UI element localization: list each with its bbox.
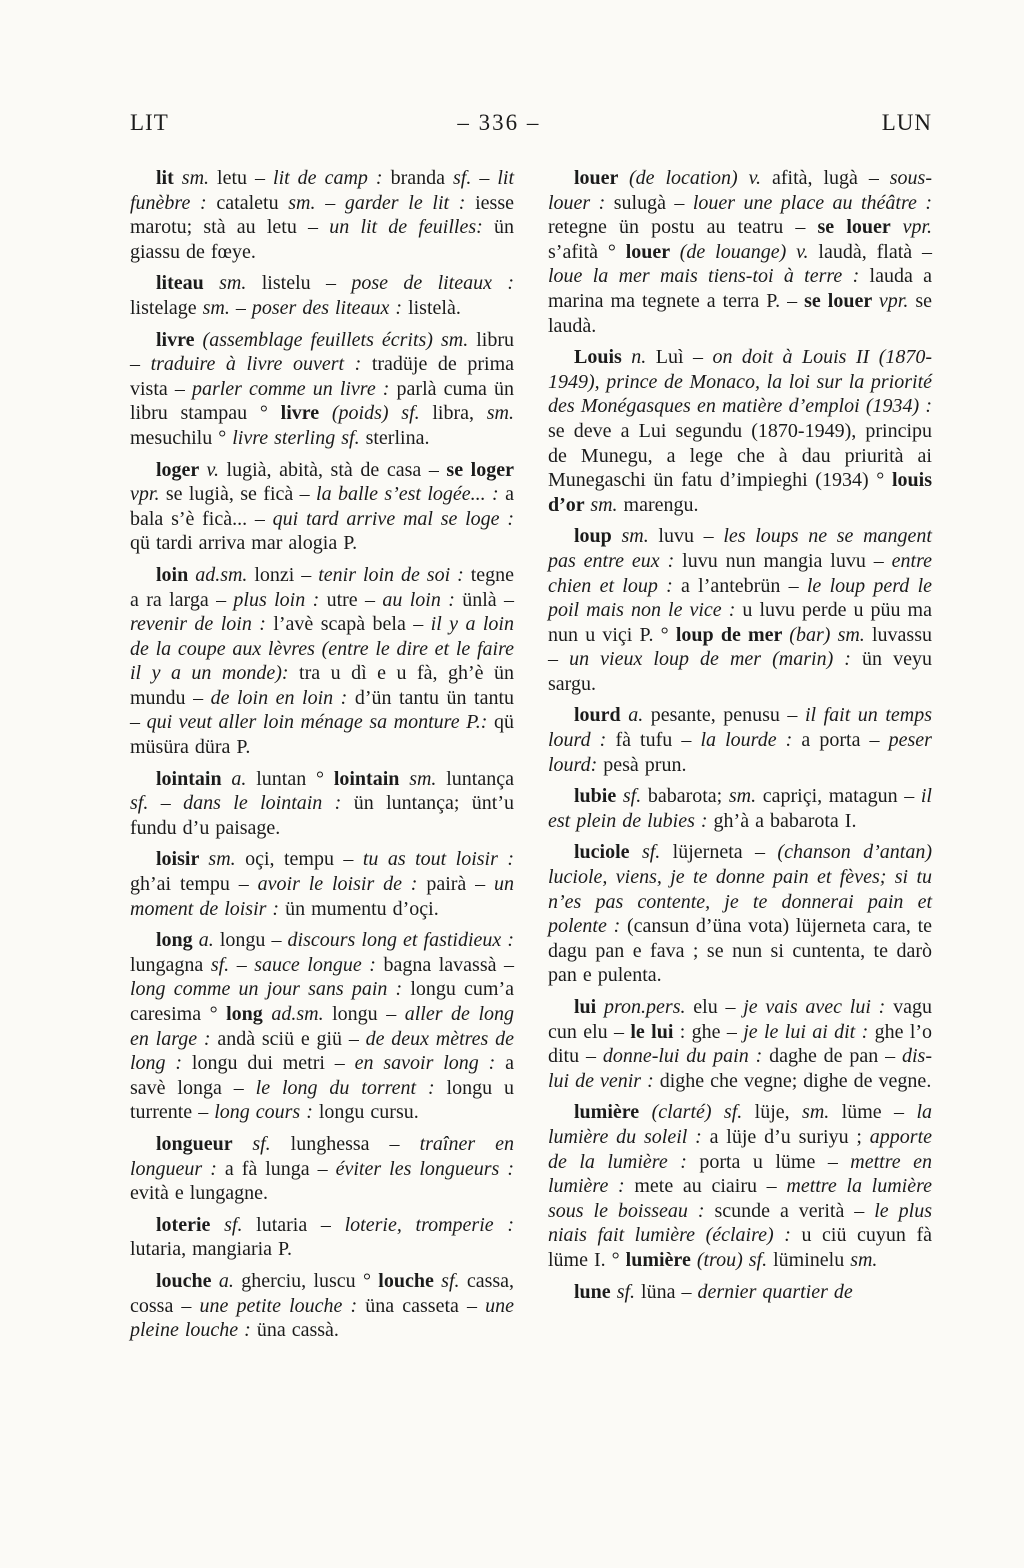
entry-long-segment: long cours : (214, 1101, 319, 1124)
entry-louer-segment: se louer (817, 216, 903, 239)
entry-loterie (130, 1213, 514, 1262)
entry-louer-segment: se laudà. (548, 289, 933, 337)
text-columns (130, 166, 932, 1350)
entry-lui-segment: dis-lui de venir : (548, 1045, 932, 1092)
entry-loger-segment: loger (156, 458, 207, 481)
entry-lointain-segment: sm. (409, 767, 447, 790)
entry-lui-segment: pron.pers. (604, 996, 694, 1018)
entry-louche-segment: üna cassà. (256, 1319, 339, 1342)
entry-louche-segment: üna casseta – (365, 1294, 486, 1317)
entry-long-segment: discours long et fastidieux : (287, 929, 515, 952)
right-column (548, 166, 932, 1350)
entry-loisir-segment: sm. (208, 848, 246, 871)
entry-lourd (548, 703, 932, 777)
entry-long-segment: a savè longa – (130, 1052, 515, 1099)
entry-louer-segment: vpr. (902, 216, 933, 239)
entry-liteau-segment: listelà. (408, 296, 461, 319)
entry-lui-segment: elu – (693, 996, 744, 1018)
entry-lointain-segment: a. (231, 767, 257, 790)
entry-louer-segment: (de louange) v. (679, 240, 819, 263)
entry-loup-segment: sm. (621, 525, 659, 548)
entry-livre-segment: mesuchilu ° (130, 426, 233, 449)
entry-loup-segment: entre chien et loup : (548, 549, 932, 597)
entry-loin-segment: utre – (326, 588, 383, 611)
entry-loterie-segment: loterie (156, 1213, 225, 1236)
entry-loisir-segment: avoir le loisir de : (257, 873, 427, 896)
entry-louer-segment: louer (625, 240, 680, 263)
entry-lointain-segment: luntan ° (256, 767, 334, 790)
entry-louis-segment: sm. (590, 493, 624, 516)
entry-lui-segment: : ghe – (673, 1020, 744, 1043)
entry-lui (548, 995, 932, 1093)
entry-luciole-segment: lüjerneta – (672, 841, 778, 864)
entry-luciole-segment: sf. (641, 841, 673, 864)
entry-liteau-segment: listelu – (261, 272, 352, 295)
entry-lumiere-segment: la lumière du soleil : (548, 1101, 933, 1148)
entry-lumiere (548, 1100, 932, 1272)
entry-lumiere-segment: mete au ciairu – (634, 1175, 787, 1198)
entry-lui-segment: donne-lui du pain : (602, 1045, 770, 1068)
entry-livre-segment: sterlina. (365, 426, 430, 449)
entry-lit-segment: – (479, 167, 498, 189)
entry-longueur (130, 1132, 514, 1206)
entry-louis-segment: Luì – (655, 346, 713, 369)
entry-long-segment: aller de long en large : (130, 1003, 514, 1050)
entry-lumiere-segment: a lüje d’u suriyu ; (709, 1125, 870, 1148)
entry-longueur-segment: evità e lungagne. (130, 1182, 269, 1205)
entry-loin (130, 563, 514, 760)
entry-lointain-segment: – (160, 792, 184, 815)
entry-loup-segment: (bar) sm. (789, 623, 872, 646)
entry-luciole-segment: luciole (574, 841, 642, 864)
entry-longueur-segment: éviter les longueurs : (335, 1157, 514, 1180)
entry-lointain-segment: dans le lointain : (183, 792, 354, 815)
entry-lit (130, 166, 514, 264)
entry-louche-segment: une pleine louche : (130, 1294, 514, 1342)
entry-lourd-segment: lourd (574, 704, 629, 727)
entry-loger-segment: se loger (446, 458, 514, 481)
page-number: – 336 – (457, 110, 541, 135)
entry-loin-segment: il y a loin de la coupe aux lèvres (entre le dire et le faire il y a un monde): (130, 613, 514, 685)
entry-louis (548, 345, 932, 517)
entry-livre-segment: tradüje de prima vista – (130, 353, 514, 400)
entry-lune-segment: lune (574, 1280, 617, 1303)
entry-long-segment: longu – (219, 929, 288, 952)
entry-lumiere-segment: mettre en lumière : (548, 1150, 932, 1198)
entry-louer-segment: loue la mer mais tiens-toi à terre : (548, 265, 870, 288)
entry-long-segment: long (226, 1003, 272, 1025)
entry-loup-segment: a l’antebrün – (681, 574, 807, 597)
entry-lumiere-segment: scunde a verità – (714, 1199, 875, 1222)
entry-long-segment: longu dui metri – (191, 1052, 355, 1075)
entry-loin-segment: au loin : (382, 588, 463, 611)
entry-lourd-segment: peser lourd: (548, 729, 932, 776)
entry-livre-segment: livre (280, 402, 332, 425)
entry-long-segment: bagna lavassà – (383, 953, 515, 976)
entry-lubie-segment: babarota; (647, 785, 729, 808)
entry-loisir (130, 847, 514, 921)
entry-loin-segment: ünlà – (462, 588, 515, 611)
entry-livre-segment: traduire à livre ouvert : (150, 353, 372, 376)
entry-loup-segment: u luvu perde u püu ma nun u viçi P. ° (548, 599, 932, 646)
entry-louche (130, 1269, 514, 1343)
entry-loin-segment: qü müsüra düra P. (130, 711, 514, 759)
entry-longueur-segment: traîner en longueur : (130, 1132, 514, 1180)
guide-word-left: LIT (130, 110, 169, 135)
entry-long (130, 928, 514, 1125)
entry-louche-segment: sf. (441, 1269, 467, 1292)
entry-long-segment: de deux mètres de long : (130, 1027, 514, 1075)
entry-liteau-segment: listelage (130, 296, 203, 319)
entry-louis-segment: Louis (574, 346, 632, 369)
entry-long-segment: longu cum’a caresima ° (130, 978, 514, 1025)
entry-loterie-segment: lutaria – (256, 1213, 345, 1236)
entry-livre-segment: livre sterling sf. (232, 426, 366, 449)
entry-livre-segment: libru – (130, 328, 514, 376)
entry-loisir-segment: tu as tout loisir : (362, 848, 514, 871)
entry-loger-segment: qü tardi arriva mar alogia P. (130, 532, 358, 555)
entry-long-segment: ad.sm. (271, 1003, 333, 1025)
entry-long-segment: long comme un jour sans pain : (130, 978, 411, 1001)
entry-long-segment: sauce longue : (254, 953, 384, 976)
entry-lui-segment: vagu cun elu – (548, 996, 932, 1043)
entry-louis-segment: n. (631, 346, 656, 369)
entry-lourd-segment: a porta – (801, 729, 889, 752)
entry-loup-segment: le loup perd le poil mais non le vice : (548, 574, 932, 622)
entry-livre-segment: parler comme un livre : (191, 377, 397, 400)
entry-lourd-segment: la lourde : (700, 729, 802, 752)
entry-liteau-segment: sm. (219, 272, 262, 295)
entry-loup-segment: loup de mer (675, 623, 790, 646)
entry-long-segment: – (236, 953, 255, 976)
entry-lointain (130, 767, 514, 841)
entry-long-segment: lungagna (130, 953, 211, 976)
entry-lumiere-segment: (trou) sf. (696, 1248, 774, 1271)
entry-loin-segment: de loin en loin : (210, 686, 355, 709)
entry-lune-segment: lüna – (641, 1280, 698, 1303)
entry-louer-segment: sulugà – (613, 191, 693, 214)
entry-long-segment: a. (198, 929, 220, 952)
entry-longueur-segment: sf. (252, 1132, 291, 1155)
entry-liteau (130, 271, 514, 320)
entry-lumiere-segment: le plus niais fait lumière (éclaire) : (548, 1199, 932, 1247)
entry-loisir-segment: un moment de loisir : (130, 873, 514, 920)
entry-lit-segment: lit de camp : (273, 167, 391, 189)
entry-lointain-segment: ün luntança; ünt’u fundu d’u paisage. (130, 792, 515, 839)
entry-lit-segment: ün giassu de fœye. (130, 216, 514, 263)
entry-lui-segment: ghe l’o ditu – (548, 1020, 933, 1068)
entry-lumiere-segment: sm. (802, 1101, 842, 1124)
entry-lumiere-segment: apporte de la lumière : (548, 1125, 932, 1173)
entry-lourd-segment: a. (628, 704, 651, 727)
entry-lointain-segment: lointain (156, 767, 232, 790)
entry-louche-segment: louche (378, 1269, 442, 1292)
entry-lubie-segment: capriçi, matagun – (762, 785, 921, 808)
entry-loin-segment: tegne a ra larga – (130, 563, 514, 611)
entry-loin-segment: l’avè scapà bela – (273, 613, 431, 636)
entry-lubie-segment: gh’à a babarota I. (713, 809, 857, 832)
entry-loger-segment: se lugià, se ficà – (165, 483, 317, 506)
entry-lune-segment: dernier quartier de (697, 1280, 853, 1303)
entry-lourd-segment: pesante, penusu – (650, 704, 805, 727)
entry-loger-segment: qui tard arrive mal se loge : (272, 507, 514, 530)
left-column (130, 166, 514, 1350)
entry-lui-segment: daghe de pan – (769, 1045, 902, 1068)
entry-louche-segment: louche (156, 1269, 219, 1292)
entry-luciole (548, 840, 932, 988)
entry-lubie-segment: sf. (622, 785, 648, 808)
entry-liteau-segment: sm. (202, 296, 236, 319)
page-header (130, 110, 932, 136)
entry-long-segment: le long du torrent : (255, 1076, 447, 1099)
entry-loup-segment: luvu – (658, 525, 724, 548)
entry-loisir-segment: loisir (156, 848, 209, 871)
entry-lubie (548, 784, 932, 833)
entry-loger-segment: lugià, abità, stà de casa – (226, 458, 447, 481)
entry-lit-segment: cataletu (216, 191, 289, 214)
entry-loin-segment: tra u dì e u fà, gh’è ün mundu – (130, 662, 514, 709)
entry-loisir-segment: pairà – (426, 873, 494, 896)
entry-lune (548, 1280, 932, 1305)
entry-livre (130, 328, 514, 451)
entry-livre-segment: sm. (486, 402, 514, 425)
entry-louche-segment: a. (218, 1269, 242, 1292)
entry-louer-segment: sous-louer : (548, 167, 932, 214)
entry-loger-segment: la balle s’est logée... : (316, 483, 506, 506)
entry-lointain-segment: sf. (130, 792, 161, 815)
entry-loger-segment: v. (206, 458, 227, 481)
entry-lui-segment: dighe che vegne; dighe de vegne. (659, 1069, 932, 1092)
entry-lit-segment: sm. (288, 191, 326, 214)
entry-louer-segment: s’afità ° (548, 240, 626, 263)
entry-loin-segment: plus loin : (233, 588, 327, 611)
guide-word-right: LUN (881, 110, 932, 135)
entry-loisir-segment: oçi, tempu – (245, 848, 363, 871)
entry-lumiere-segment: lumière (625, 1248, 697, 1271)
entry-loterie-segment: loterie, tromperie : (344, 1213, 514, 1236)
entry-lui-segment: je vais avec lui : (743, 996, 894, 1018)
entry-livre-segment: (assemblage feuillets écrits) sm. (202, 328, 477, 351)
entry-lumiere-segment: lüje, (754, 1101, 803, 1124)
entry-long-segment: longu cursu. (318, 1101, 419, 1124)
entry-longueur-segment: a fà lunga – (224, 1157, 336, 1180)
entry-lit-segment: – (325, 191, 345, 214)
entry-loup-segment: luvu nun mangia luvu – (682, 549, 892, 572)
entry-lubie-segment: lubie (574, 785, 623, 808)
entry-louis-segment: on doit à Louis II (1870-1949), prince de Monaco, la loi sur la priorité des Monégasques en matière d’emploi (1934) : (548, 346, 933, 418)
entry-long-segment: sf. (210, 953, 237, 976)
entry-loup-segment: luvassu – (548, 623, 932, 671)
entry-loin-segment: revenir de loin : (130, 613, 274, 636)
entry-louer-segment: (de location) v. (629, 167, 772, 189)
entry-lourd-segment: pesà prun. (603, 753, 687, 776)
entry-loin-segment: loin (156, 563, 196, 586)
entry-livre-segment: parlà cuma ün libru stampau ° (130, 377, 514, 425)
entry-loin-segment: d’ün tantu ün tantu – (130, 686, 514, 734)
entry-livre-segment: livre (156, 328, 203, 351)
entry-loterie-segment: lutaria, mangiaria P. (130, 1238, 292, 1261)
entry-loup-segment: loup (574, 525, 622, 548)
entry-long-segment: en savoir long : (354, 1052, 506, 1075)
entry-louis-segment: louis d’or (548, 469, 932, 516)
entry-loup-segment: ün veyu sargu. (548, 648, 932, 695)
entry-lit-segment: lit funèbre : (130, 167, 515, 214)
entry-louche-segment: une petite louche : (199, 1294, 366, 1317)
entry-lourd-segment: il fait un temps lourd : (548, 704, 932, 752)
entry-livre-segment: libra, (432, 402, 487, 425)
entry-long-segment: andà sciü e giü – (217, 1027, 366, 1050)
entry-lubie-segment: sm. (728, 785, 763, 808)
entry-lui-segment: je le lui ai dit : (743, 1020, 875, 1043)
entry-lumiere-segment: lüme – (841, 1101, 917, 1124)
entry-liteau-segment: – (235, 296, 252, 319)
entry-long-segment: longu u turrente – (130, 1076, 514, 1124)
entry-louer-segment: retegne ün postu au teatru – (548, 216, 818, 239)
entry-loin-segment: lonzi – (254, 563, 319, 586)
entry-loger (130, 458, 514, 556)
entry-loisir-segment: ün mumentu d’oçi. (285, 897, 439, 920)
entry-loin-segment: qui veut aller loin ménage sa monture P.: (146, 711, 494, 734)
entry-lointain-segment: lointain (333, 767, 410, 790)
entry-lit-segment: iesse marotu; stà au letu – (130, 191, 515, 239)
entry-lui-segment: le lui (630, 1020, 674, 1043)
entry-lumiere-segment: porta u lüme – (699, 1150, 851, 1173)
entry-loin-segment: tenir loin de soi : (318, 563, 471, 586)
entry-lit-segment: un lit de feuilles: (329, 216, 494, 239)
entry-lune-segment: sf. (616, 1280, 642, 1303)
entry-lumiere-segment: sm. (850, 1248, 878, 1271)
entry-long-segment: long (156, 929, 199, 952)
entry-long-segment: longu – (332, 1003, 405, 1025)
entry-lit-segment: sm. (181, 167, 218, 189)
entry-louer-segment: louer (574, 167, 630, 189)
entry-louer-segment: lauda a marina ma tegnete a terra P. – (548, 265, 933, 312)
entry-lumiere-segment: mettre la lumière sous le boisseau : (548, 1175, 932, 1222)
entry-louis-segment: marengu. (623, 493, 699, 516)
entry-luciole-segment: (chanson d’antan) luciole, viens, je te donne pain et fèves; si tu n’es pas contente, je te donnerai pain et polente : (548, 841, 933, 938)
entry-lit-segment: letu – (217, 167, 274, 189)
entry-louer-segment: se louer (804, 289, 879, 312)
entry-lointain-segment: luntança (446, 767, 514, 790)
entry-louer-segment: laudà, flatà – (818, 240, 933, 263)
entry-lumiere-segment: (clarté) sf. (651, 1101, 755, 1124)
entry-lubie-segment: il est plein de lubies : (548, 785, 932, 832)
entry-louer-segment: afità, lugà – (771, 167, 890, 189)
entry-lourd-segment: fà tufu – (615, 729, 701, 752)
entry-longueur-segment: longueur (156, 1132, 253, 1155)
entry-lit-segment: branda (390, 167, 453, 189)
entry-loisir-segment: gh’ai tempu – (130, 873, 258, 896)
entry-loger-segment: a bala s’è ficà... – (130, 483, 514, 530)
entry-loup-segment: un vieux loup de mer (marin) : (569, 648, 863, 671)
entry-louer (548, 166, 932, 338)
entry-luciole-segment: (cansun d’üna vota) lüjerneta cara, te dagu pan e fava ; se nun si cuntenta, te darò pan e pulenta. (548, 915, 933, 987)
entry-liteau-segment: pose de liteaux : (351, 272, 515, 295)
entry-loup-segment: les loups ne se mangent pas entre eux : (548, 525, 932, 572)
entry-lui-segment: lui (574, 996, 605, 1018)
entry-loup (548, 524, 932, 696)
entry-livre-segment: (poids) sf. (331, 402, 433, 425)
entry-lit-segment: sf. (452, 167, 480, 189)
entry-louche-segment: cassa, cossa – (130, 1269, 515, 1317)
entry-longueur-segment: lunghessa – (290, 1132, 420, 1155)
entry-liteau-segment: liteau (156, 272, 220, 295)
entry-louer-segment: vpr. (878, 289, 916, 312)
entry-lit-segment: lit (156, 167, 182, 189)
entry-lumiere-segment: lumière (574, 1101, 652, 1124)
entry-lumiere-segment: lüminelu (773, 1248, 851, 1271)
entry-liteau-segment: poser des liteaux : (251, 296, 409, 319)
entry-louche-segment: gherciu, luscu ° (241, 1269, 379, 1292)
entry-louis-segment: se deve a Lui segundu (1870-1949), principu de Munegu, a lege che à dau priurità ai Munegaschi ün fatu d’impieghi (1934) ° (548, 419, 932, 492)
entry-loin-segment: ad.sm. (195, 563, 255, 586)
entry-loterie-segment: sf. (224, 1213, 257, 1236)
entry-lit-segment: garder le lit : (344, 191, 476, 214)
entry-loger-segment: vpr. (130, 483, 166, 506)
entry-louer-segment: louer une place au théâtre : (692, 191, 932, 214)
entry-lumiere-segment: u ciü cuyun fà lüme I. ° (548, 1224, 932, 1271)
